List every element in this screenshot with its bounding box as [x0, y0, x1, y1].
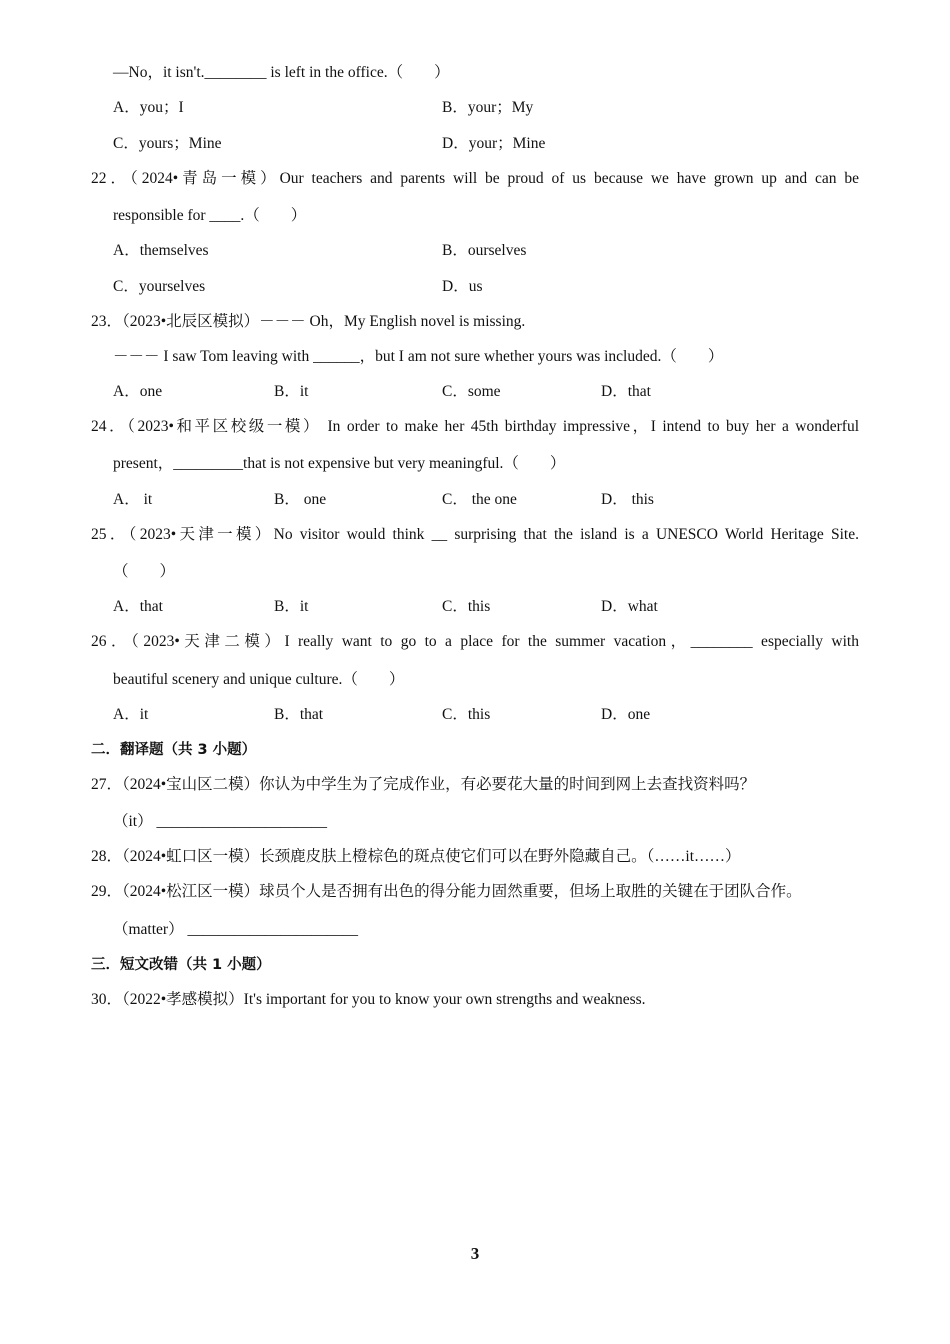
q26-option-b: B．that [274, 706, 324, 723]
q24-option-a: A． it [113, 491, 153, 508]
q22-question-line1: 22．（2024•青岛一模）Our teachers and parents will be proud of us because we have grown up and can be [91, 170, 859, 187]
q22-option-a: A．themselves [113, 242, 209, 259]
q21-option-b: B．your；My [442, 99, 534, 116]
q29-question-line1: 29．（2024•松江区一模）球员个人是否拥有出色的得分能力固然重要，但场上取胜的关键在于团队合作。 [91, 883, 802, 900]
q25-question-line1: 25．（2023•天津一模）No visitor would think __ surprising that the island is a UNESCO World Heritage Site. [91, 526, 859, 543]
q24-option-d: D． this [601, 491, 654, 508]
q24-question-line1: 24．（2023•和平区校级一模） In order to make her 45th birthday impressive，I intend to buy her a wonderful [91, 418, 859, 435]
q28-question-line1: 28．（2024•虹口区一模）长颈鹿皮肤上橙棕色的斑点使它们可以在野外隐藏自己。（……it……） [91, 848, 741, 865]
q26-option-c: C．this [442, 706, 491, 723]
q30-question-line1: 30．（2022•孝感模拟）It's important for you to know your own strengths and weakness. [91, 991, 646, 1008]
section2-title: 二．翻译题（共 3 小题） [91, 742, 257, 758]
page-number: 3 [470, 1244, 480, 1263]
q25-question-line2: （ ） [113, 563, 176, 580]
q22-option-d: D．us [442, 278, 483, 295]
q23-option-c: C．some [442, 383, 501, 400]
q26-question-line1: 26．（2023•天津二模）I really want to go to a place for the summer vacation，________ especially with [91, 633, 859, 650]
q25-option-a: A．that [113, 598, 163, 615]
q25-option-b: B．it [274, 598, 309, 615]
q24-option-b: B． one [274, 491, 327, 508]
q23-question-line1: 23．（2023•北辰区模拟）－－－ Oh，My English novel is missing. [91, 313, 526, 330]
q26-option-a: A．it [113, 706, 149, 723]
q29-answer-line: （matter） ______________________ [113, 921, 358, 938]
q22-option-c: C．yourselves [113, 278, 206, 295]
q27-question-line1: 27．（2024•宝山区二模）你认为中学生为了完成作业，有必要花大量的时间到网上去查找资料吗？ [91, 776, 756, 793]
q26-option-d: D．one [601, 706, 651, 723]
q23-option-d: D．that [601, 383, 651, 400]
q27-answer-line: （it） ______________________ [113, 813, 327, 830]
q22-option-b: B．ourselves [442, 242, 527, 259]
q22-question-line2: responsible for ____.（ ） [113, 207, 307, 224]
q23-option-b: B．it [274, 383, 309, 400]
q24-option-c: C． the one [442, 491, 517, 508]
q23-question-line2: －－－ I saw Tom leaving with ______，but I am not sure whether yours was included.（ ） [113, 348, 724, 365]
q26-question-line2: beautiful scenery and unique culture.（ ） [113, 671, 405, 688]
q21-option-d: D．your；Mine [442, 135, 546, 152]
q23-option-a: A．one [113, 383, 163, 400]
q25-option-c: C．this [442, 598, 491, 615]
q21-option-c: C．yours；Mine [113, 135, 222, 152]
q21-question-text: —No，it isn't.________ is left in the office.（ ） [113, 64, 450, 81]
q25-option-d: D．what [601, 598, 658, 615]
q24-question-line2: present，_________that is not expensive but very meaningful.（ ） [113, 455, 566, 472]
q21-option-a: A．you；I [113, 99, 184, 116]
section3-title: 三．短文改错（共 1 小题） [91, 957, 271, 973]
